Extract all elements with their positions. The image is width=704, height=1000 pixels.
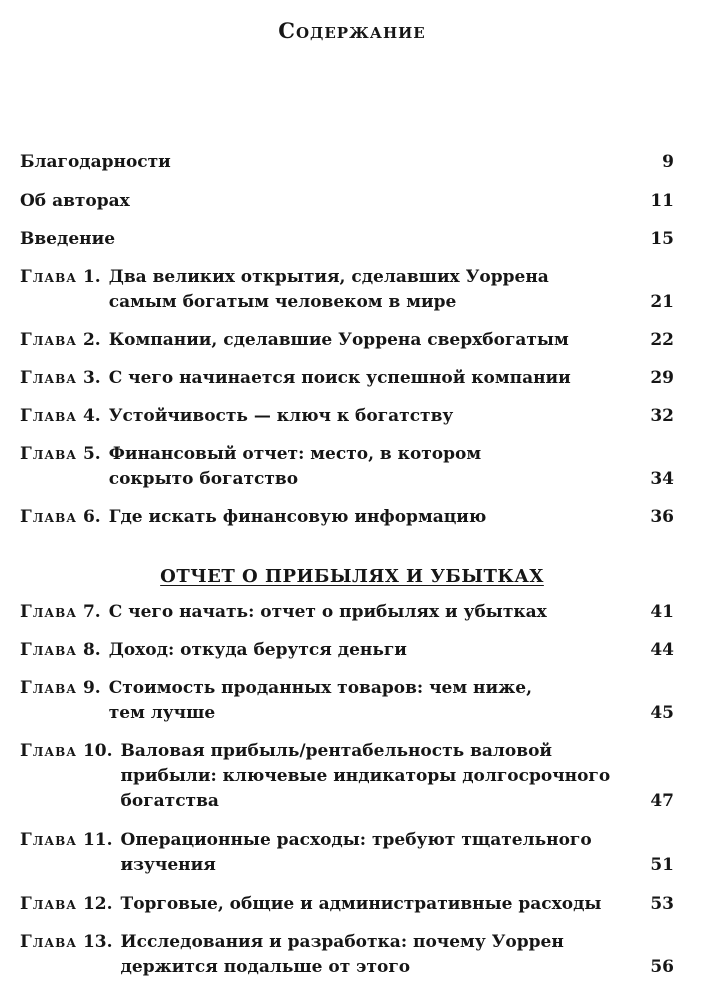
chapter-label: Глава 7. — [20, 602, 101, 622]
toc-entry-chapter-11[interactable] — [20, 828, 674, 878]
entry-title: Введение — [20, 229, 116, 249]
chapter-label: Глава 5. — [20, 444, 101, 464]
chapter-label: Глава 13. — [20, 932, 113, 952]
toc-entry-chapter-12[interactable] — [20, 892, 674, 917]
entry-title-line: держится подальше от этого — [120, 957, 411, 977]
entry-title-line: Торговые, общие и административные расходы — [120, 894, 602, 914]
chapter-label: Глава 9. — [20, 678, 101, 698]
entry-title-line: Валовая прибыль/рентабельность валовой — [120, 741, 553, 761]
entry-title-line: Исследования и разработка: почему Уоррен — [120, 932, 564, 952]
chapter-label: Глава 3. — [20, 368, 101, 388]
page-number: 45 — [650, 703, 674, 723]
toc-entry-introduction[interactable] — [20, 227, 674, 252]
entry-title-line: Доход: откуда берутся деньги — [108, 640, 407, 660]
entry-title-line: Устойчивость — ключ к богатству — [108, 406, 454, 426]
entry-title: Благодарности — [20, 152, 171, 172]
page-number: 44 — [650, 640, 674, 660]
page-title: Содержание — [278, 18, 426, 43]
chapter-label: Глава 1. — [20, 267, 101, 287]
entry-title-line: тем лучше — [108, 703, 216, 723]
toc-entry-chapter-2[interactable] — [20, 328, 674, 353]
page-number: 29 — [650, 368, 674, 388]
chapter-label: Глава 8. — [20, 640, 101, 660]
entry-title-line: богатства — [120, 791, 219, 811]
entry-title-line: изучения — [120, 855, 216, 875]
entry-title-line: прибыли: ключевые индикаторы долгосрочного — [120, 766, 611, 786]
entry-title-line: самым богатым человеком в мире — [108, 292, 457, 312]
page-number: 11 — [650, 191, 674, 211]
entry-title-line: сокрыто богатство — [108, 469, 299, 489]
toc-entry-chapter-8[interactable] — [20, 638, 674, 663]
toc-entry-chapter-1[interactable] — [20, 265, 674, 315]
chapter-label: Глава 4. — [20, 406, 101, 426]
toc-entry-chapter-4[interactable] — [20, 404, 674, 429]
toc-entry-acknowledgements[interactable] — [20, 150, 674, 175]
page-number: 41 — [650, 602, 674, 622]
toc-entry-chapter-10[interactable] — [20, 739, 674, 814]
page-number: 34 — [650, 469, 674, 489]
chapter-label: Глава 11. — [20, 830, 113, 850]
toc-entry-chapter-6[interactable] — [20, 505, 674, 530]
page-number: 15 — [650, 229, 674, 249]
toc-entry-chapter-3[interactable] — [20, 366, 674, 391]
page-number: 56 — [650, 957, 674, 977]
page-number: 22 — [650, 330, 674, 350]
page-number: 21 — [650, 292, 674, 312]
toc-entry-chapter-9[interactable] — [20, 676, 674, 726]
entry-title: Об авторах — [20, 191, 130, 211]
toc-entry-chapter-5[interactable] — [20, 442, 674, 492]
toc-entry-about-authors[interactable] — [20, 189, 674, 214]
entry-title-line: С чего начинается поиск успешной компании — [108, 368, 571, 388]
page-number: 47 — [650, 791, 674, 811]
toc-entry-chapter-13[interactable] — [20, 930, 674, 980]
page-number: 51 — [650, 855, 674, 875]
entry-title-line: Два великих открытия, сделавших Уоррена — [108, 267, 549, 287]
toc-entry-chapter-7[interactable] — [20, 600, 674, 625]
entry-title-line: Стоимость проданных товаров: чем ниже, — [108, 678, 533, 698]
page-number: 53 — [650, 894, 674, 914]
chapter-label: Глава 12. — [20, 894, 113, 914]
section-title: ОТЧЕТ О ПРИБЫЛЯХ И УБЫТКАХ — [160, 566, 544, 587]
entry-title-line: С чего начать: отчет о прибылях и убытках — [108, 602, 547, 622]
entry-title-line: Где искать финансовую информацию — [108, 507, 487, 527]
page-number: 36 — [650, 507, 674, 527]
page-number: 32 — [650, 406, 674, 426]
entry-title-line: Финансовый отчет: место, в котором — [108, 444, 482, 464]
chapter-label: Глава 2. — [20, 330, 101, 350]
chapter-label: Глава 6. — [20, 507, 101, 527]
entry-title-line: Компании, сделавшие Уоррена сверхбогатым — [108, 330, 569, 350]
chapter-label: Глава 10. — [20, 741, 113, 761]
page-number: 9 — [662, 152, 674, 172]
entry-title-line: Операционные расходы: требуют тщательного — [120, 830, 592, 850]
